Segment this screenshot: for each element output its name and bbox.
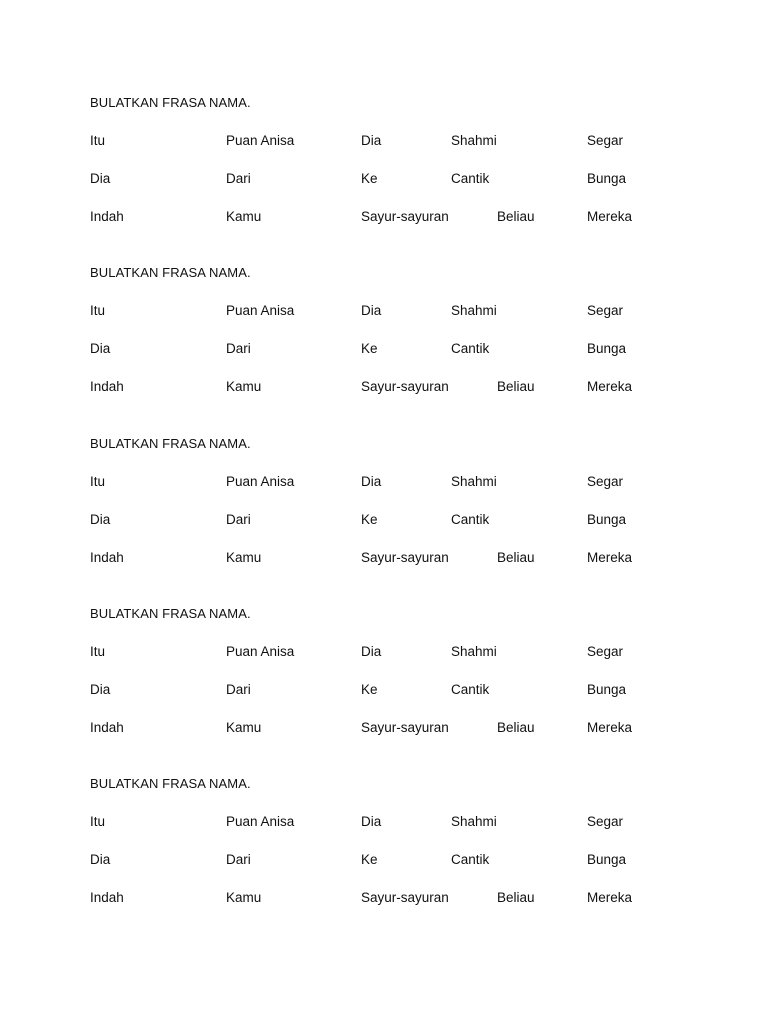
word-option: Cantik	[451, 852, 490, 867]
word-option: Itu	[90, 644, 106, 659]
word-option: Kamu	[226, 890, 262, 905]
word-option: Dia	[90, 171, 111, 186]
word-option: Beliau	[497, 550, 535, 565]
word-option: Segar	[587, 474, 624, 489]
exercise-heading: BULATKAN FRASA NAMA.	[90, 265, 251, 280]
word-option: Beliau	[497, 379, 535, 394]
exercise-heading: BULATKAN FRASA NAMA.	[90, 95, 251, 110]
word-option: Ke	[361, 682, 378, 697]
word-option: Dari	[226, 682, 251, 697]
exercise-block-4	[0, 606, 768, 756]
word-option: Ke	[361, 852, 378, 867]
word-option: Shahmi	[451, 474, 497, 489]
word-option: Cantik	[451, 171, 490, 186]
word-option: Shahmi	[451, 303, 497, 318]
word-option: Kamu	[226, 720, 262, 735]
word-option: Dari	[226, 852, 251, 867]
word-option: Shahmi	[451, 814, 497, 829]
word-option: Dari	[226, 512, 251, 527]
word-option: Ke	[361, 341, 378, 356]
word-option: Dia	[90, 512, 111, 527]
exercise-heading: BULATKAN FRASA NAMA.	[90, 776, 251, 791]
word-option: Sayur-sayuran	[361, 550, 449, 565]
word-option: Indah	[90, 890, 124, 905]
word-option: Beliau	[497, 890, 535, 905]
word-option: Dia	[90, 852, 111, 867]
word-option: Puan Anisa	[226, 133, 295, 148]
word-option: Ke	[361, 171, 378, 186]
word-option: Mereka	[587, 379, 633, 394]
word-option: Segar	[587, 133, 624, 148]
word-option: Kamu	[226, 379, 262, 394]
word-option: Mereka	[587, 209, 633, 224]
word-option: Dia	[361, 303, 382, 318]
word-option: Bunga	[587, 341, 627, 356]
word-option: Indah	[90, 550, 124, 565]
word-option: Dia	[90, 682, 111, 697]
word-option: Ke	[361, 512, 378, 527]
word-option: Dari	[226, 341, 251, 356]
word-option: Dari	[226, 171, 251, 186]
word-option: Mereka	[587, 890, 633, 905]
word-option: Bunga	[587, 852, 627, 867]
exercise-block-5	[0, 776, 768, 926]
word-option: Cantik	[451, 682, 490, 697]
word-option: Sayur-sayuran	[361, 379, 449, 394]
word-option: Puan Anisa	[226, 303, 295, 318]
exercise-heading: BULATKAN FRASA NAMA.	[90, 606, 251, 621]
word-option: Bunga	[587, 512, 627, 527]
word-option: Kamu	[226, 550, 262, 565]
word-option: Segar	[587, 303, 624, 318]
word-option: Itu	[90, 303, 106, 318]
word-option: Puan Anisa	[226, 644, 295, 659]
word-option: Sayur-sayuran	[361, 209, 449, 224]
word-option: Segar	[587, 814, 624, 829]
word-option: Dia	[361, 814, 382, 829]
word-option: Kamu	[226, 209, 262, 224]
word-option: Indah	[90, 209, 124, 224]
word-option: Cantik	[451, 341, 490, 356]
word-option: Beliau	[497, 720, 535, 735]
word-option: Shahmi	[451, 133, 497, 148]
word-option: Dia	[90, 341, 111, 356]
word-option: Itu	[90, 474, 106, 489]
word-option: Cantik	[451, 512, 490, 527]
word-option: Puan Anisa	[226, 474, 295, 489]
word-option: Bunga	[587, 682, 627, 697]
exercise-heading: BULATKAN FRASA NAMA.	[90, 436, 251, 451]
word-option: Shahmi	[451, 644, 497, 659]
word-option: Dia	[361, 474, 382, 489]
exercise-block-3	[0, 436, 768, 586]
word-option: Indah	[90, 720, 124, 735]
word-option: Itu	[90, 133, 106, 148]
word-option: Itu	[90, 814, 106, 829]
word-option: Sayur-sayuran	[361, 720, 449, 735]
word-option: Sayur-sayuran	[361, 890, 449, 905]
word-option: Puan Anisa	[226, 814, 295, 829]
word-option: Segar	[587, 644, 624, 659]
word-option: Dia	[361, 644, 382, 659]
word-option: Dia	[361, 133, 382, 148]
word-option: Mereka	[587, 720, 633, 735]
word-option: Beliau	[497, 209, 535, 224]
word-option: Bunga	[587, 171, 627, 186]
word-option: Mereka	[587, 550, 633, 565]
word-option: Indah	[90, 379, 124, 394]
exercise-block-2	[0, 265, 768, 415]
exercise-block-1	[0, 95, 768, 245]
